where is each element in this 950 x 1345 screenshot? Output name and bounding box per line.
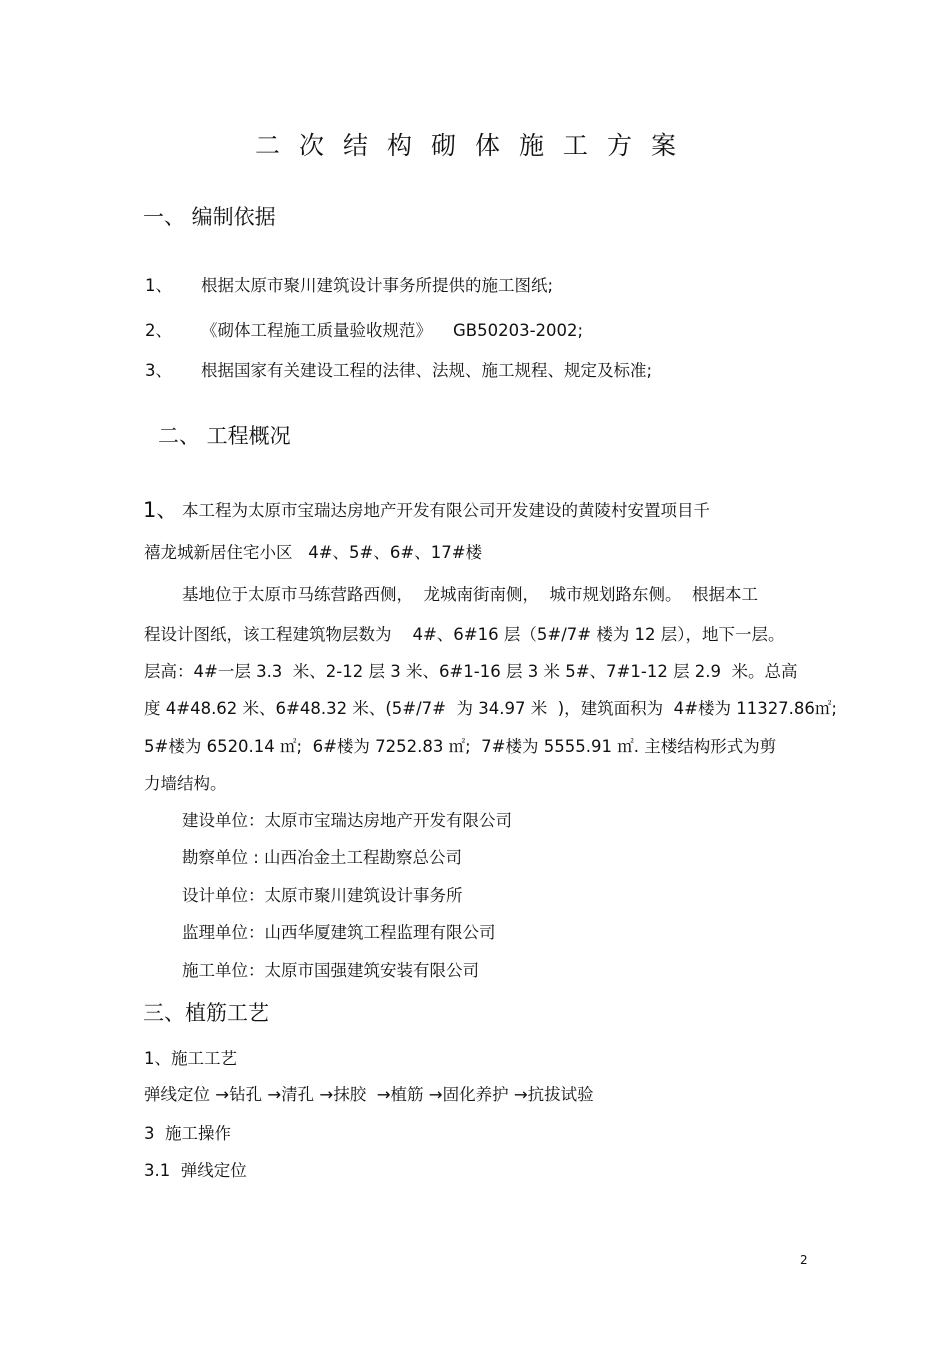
unit-design: 设计单位：太原市聚川建筑设计事务所 (182, 886, 463, 905)
process-flow: 弹线定位 →钻孔 →清孔 →抹胶 →植筋 →固化养护 →抗拔试验 (144, 1085, 594, 1104)
page-number: 2 (800, 1253, 808, 1267)
unit-survey: 勘察单位 : 山西冶金土工程勘察总公司 (182, 848, 463, 867)
unit-construction-owner: 建设单位：太原市宝瑞达房地产开发有限公司 (182, 811, 512, 830)
overview-paragraph-line: 度 4#48.62 米、6#48.32 米、(5#/7# 为 34.97 米 )，建筑面积为 4#楼为 11327.86㎡; (144, 699, 837, 718)
page-title: 二次结构砌体施工方案 (254, 131, 695, 160)
subheading-operation: 3 施工操作 (144, 1124, 231, 1143)
basis-item-2-text: 《砌体工程施工质量验收规范》 GB50203-2002; (201, 321, 584, 340)
section-heading-basis: 一、 编制依据 (143, 205, 276, 229)
overview-paragraph-line: 力墙结构。 (144, 774, 227, 793)
overview-item-number: 1、 (143, 498, 178, 522)
overview-line-1: 本工程为太原市宝瑞达房地产开发有限公司开发建设的黄陵村安置项目千 (182, 501, 710, 520)
overview-paragraph-line: 基地位于太原市马练营路西侧， 龙城南街南侧， 城市规划路东侧。 根据本工 (182, 585, 758, 604)
unit-contractor: 施工单位：太原市国强建筑安装有限公司 (182, 961, 479, 980)
basis-item-1-text: 根据太原市聚川建筑设计事务所提供的施工图纸; (201, 276, 554, 295)
overview-paragraph-line: 5#楼为 6520.14 ㎡; 6#楼为 7252.83 ㎡; 7#楼为 5555.91 ㎡. 主楼结构形式为剪 (144, 737, 777, 756)
subheading-process: 1、施工工艺 (144, 1049, 237, 1068)
overview-line-2: 禧龙城新居住宅小区 4#、5#、6#、17#楼 (144, 543, 483, 562)
overview-paragraph-line: 程设计图纸，该工程建筑物层数为 4#、6#16 层（5#/7# 楼为 12 层），地下一层。 (144, 625, 785, 644)
basis-item-3-number: 3、 (145, 361, 172, 380)
unit-supervision: 监理单位：山西华厦建筑工程监理有限公司 (182, 923, 496, 942)
section-heading-overview: 二、 工程概况 (158, 424, 291, 448)
basis-item-3-text: 根据国家有关建设工程的法律、法规、施工规程、规定及标准; (201, 361, 653, 380)
subheading-marking: 3.1 弹线定位 (144, 1161, 247, 1180)
basis-item-2-number: 2、 (145, 321, 172, 340)
overview-paragraph-line: 层高：4#一层 3.3 米、2-12 层 3 米、6#1-16 层 3 米 5#、7#1-12 层 2.9 米。总高 (144, 662, 798, 681)
basis-item-1-number: 1、 (145, 276, 172, 295)
section-heading-rebar: 三、植筋工艺 (143, 1001, 269, 1025)
